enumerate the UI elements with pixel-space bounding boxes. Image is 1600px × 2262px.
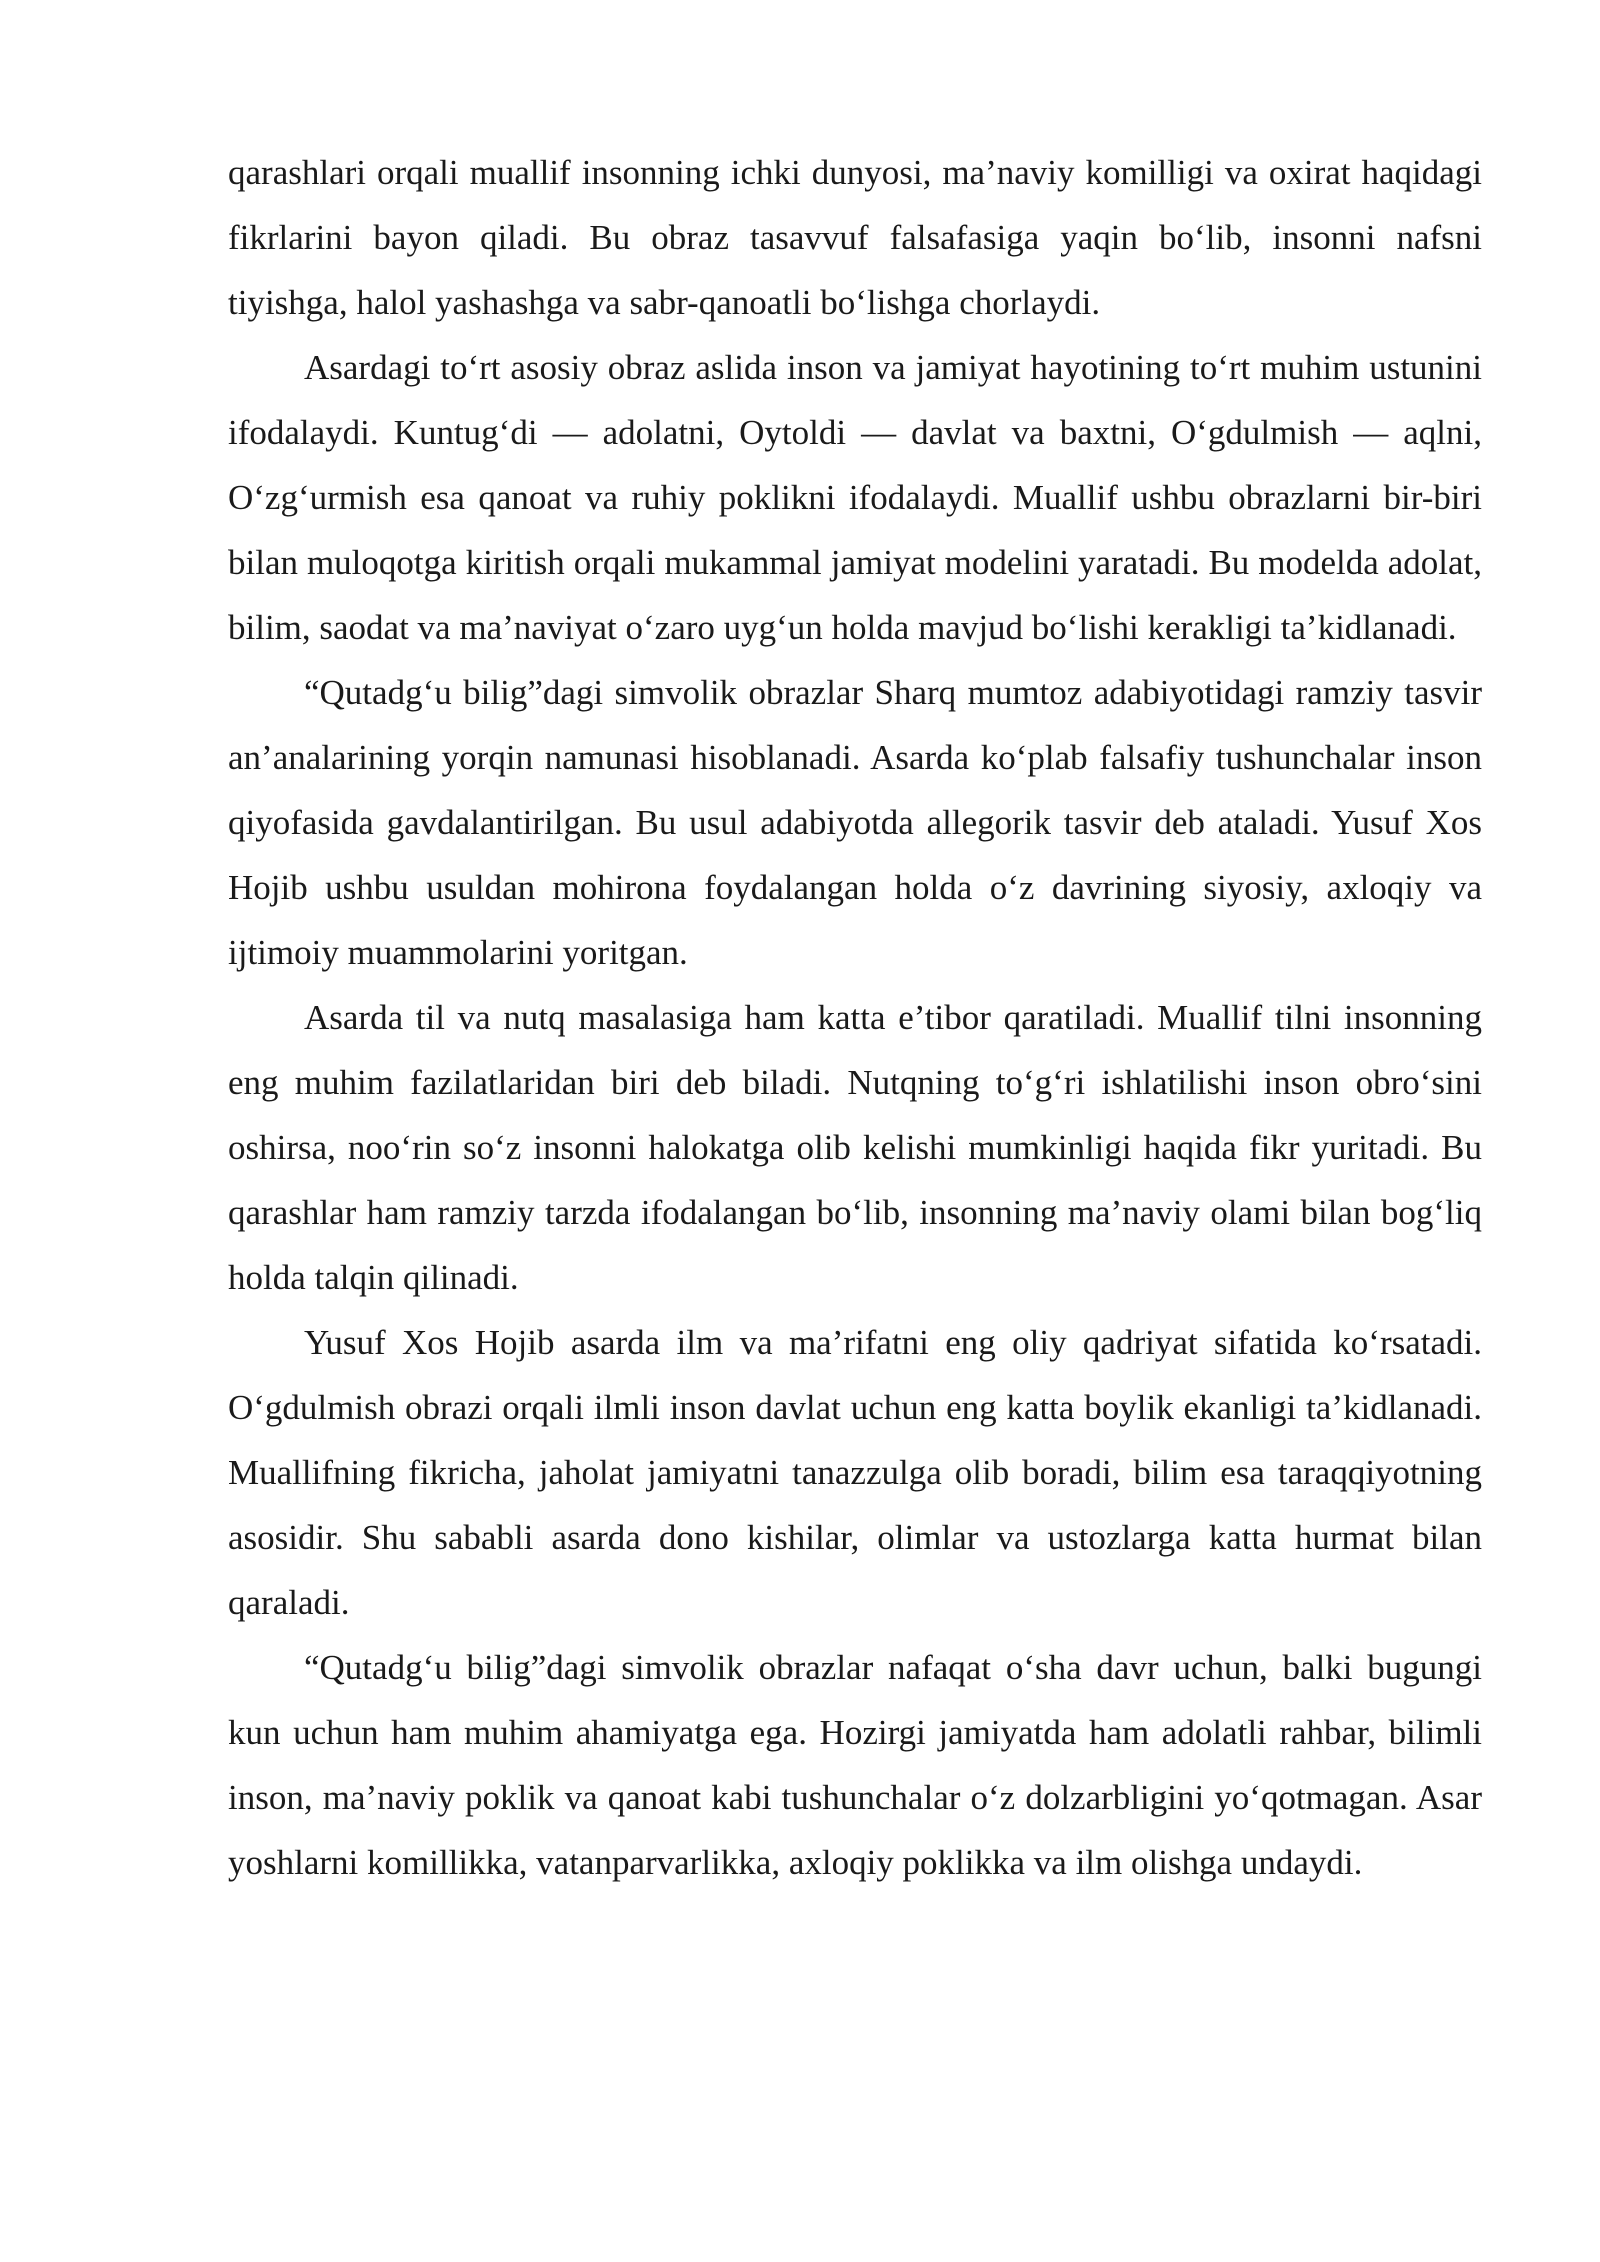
paragraph-four-characters: Asardagi to‘rt asosiy obraz aslida inson va jamiyat hayotining to‘rt muhim ustunini ifodalaydi. Kuntug‘di — adolatni, Oytoldi — davlat va baxtni, O‘gdulmish — aqlni, O‘zg‘urmish esa qanoat va ruhiy poklikni ifodalaydi. Muallif ushbu obrazlarni bir-biri bilan muloqotga kiritish orqali mukammal jamiyat modelini yaratadi. Bu modelda adolat, bilim, saodat va ma’naviyat o‘zaro uyg‘un holda mavjud bo‘lishi kerakligi ta’kidlanadi. bbox=[228, 348, 1482, 647]
paragraph-language-speech: Asarda til va nutq masalasiga ham katta e’tibor qaratiladi. Muallif tilni insonning eng muhim fazilatlaridan biri deb biladi. Nutqning to‘g‘ri ishlatilishi inson obro‘sini oshirsa, noo‘rin so‘z insonni halokatga olib kelishi mumkinligi haqida fikr yuritadi. Bu qarashlar ham ramziy tarzda ifodalangan bo‘lib, insonning ma’naviy olami bilan bog‘liq holda talqin qilinadi. bbox=[228, 998, 1482, 1297]
paragraph-continuation: qarashlari orqali muallif insonning ichki dunyosi, ma’naviy komilligi va oxirat haqidagi fikrlarini bayon qiladi. Bu obraz tasavvuf falsafasiga yaqin bo‘lib, insonni nafsni tiyishga, halol yashashga va sabr-qanoatli bo‘lishga chorlaydi. bbox=[228, 153, 1482, 322]
body-text bbox=[228, 140, 1482, 1895]
paragraph-modern-relevance: “Qutadg‘u bilig”dagi simvolik obrazlar nafaqat o‘sha davr uchun, balki bugungi kun uchun ham muhim ahamiyatga ega. Hozirgi jamiyatda ham adolatli rahbar, bilimli inson, ma’naviy poklik va qanoat kabi tushunchalar o‘z dolzarbligini yo‘qotmagan. Asar yoshlarni komillikka, vatanparvarlikka, axloqiy poklikka va ilm olishga undaydi. bbox=[228, 1648, 1482, 1882]
paragraph-knowledge: Yusuf Xos Hojib asarda ilm va ma’rifatni eng oliy qadriyat sifatida ko‘rsatadi. O‘gdulmish obrazi orqali ilmli inson davlat uchun eng katta boylik ekanligi ta’kidlanadi. Muallifning fikricha, jaholat jamiyatni tanazzulga olib boradi, bilim esa taraqqiyotning asosidir. Shu sababli asarda dono kishilar, olimlar va ustozlarga katta hurmat bilan qaraladi. bbox=[228, 1323, 1482, 1622]
paragraph-symbolic-images: “Qutadg‘u bilig”dagi simvolik obrazlar Sharq mumtoz adabiyotidagi ramziy tasvir an’analarining yorqin namunasi hisoblanadi. Asarda ko‘plab falsafiy tushunchalar inson qiyofasida gavdalantirilgan. Bu usul adabiyotda allegorik tasvir deb ataladi. Yusuf Xos Hojib ushbu usuldan mohirona foydalangan holda o‘z davrining siyosiy, axloqiy va ijtimoiy muammolarini yoritgan. bbox=[228, 673, 1482, 972]
